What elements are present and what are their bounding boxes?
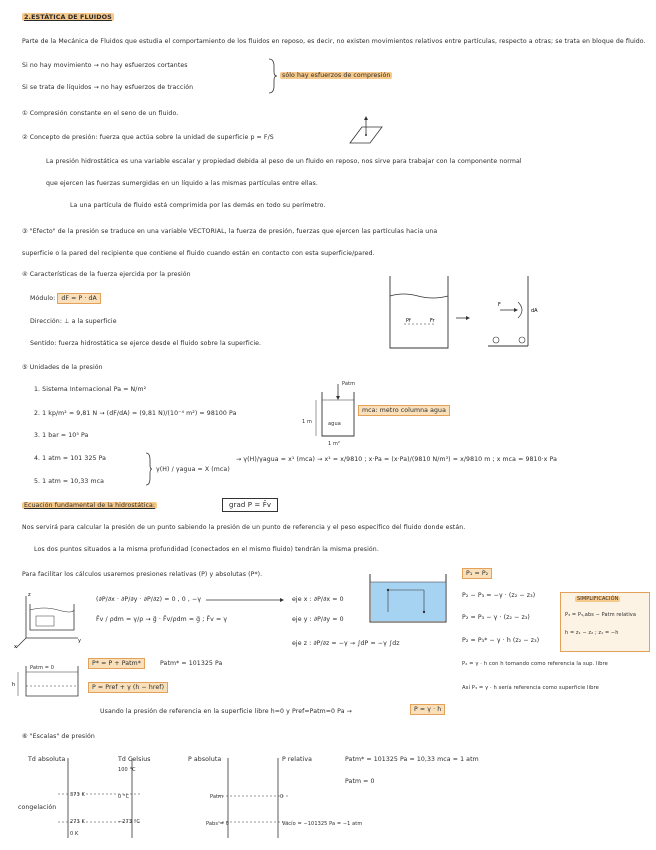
small-tank-patm: Patm = 0: [30, 665, 55, 671]
point-4: ④ Características de la fuerza ejercida por la presión: [22, 271, 191, 278]
point-5: ⑤ Unidades de la presión: [22, 364, 103, 371]
point-2-a: La presión hidrostática es una variable escalar y propiedad debida al peso de un fluido en reposo, nos sirve para trabajar con la componente normal: [46, 158, 522, 165]
escalas-figure: [20, 750, 656, 850]
unit-4: 4. 1 atm = 101 325 Pa: [34, 455, 107, 462]
svg-text:x: x: [14, 644, 17, 650]
td-celsius: Td Celsius: [118, 756, 151, 763]
intro-line-3: Si se trata de líquidos → no hay esfuerzos de tracción: [22, 84, 194, 91]
t-0k: 0 K: [70, 831, 79, 837]
result-6: Así P₃ = γ · h sería referencia como superficie libre: [462, 685, 599, 691]
result-2: P₂ − P₃ = −γ · (z₂ − z₃): [462, 592, 536, 599]
area-label: 1 m²: [328, 441, 341, 447]
svg-text:F: F: [498, 302, 501, 308]
patm-relative: Patm = 0: [345, 778, 375, 785]
point-1: ① Compresión constante en el seno de un fluido.: [22, 110, 179, 117]
svg-text:Pf: Pf: [406, 318, 411, 324]
page-title: 2.ESTÁTICA DE FLUIDOS: [24, 13, 112, 21]
t-373k: 373 K: [70, 792, 85, 798]
svg-text:z: z: [28, 592, 31, 598]
t-273k: 273 K: [70, 819, 85, 825]
intro-line-1: Parte de la Mecánica de Fluidos que estudia el comportamiento de los fluidos en reposo, es decir, no existen movimientos relativos entre partículas, respecto a otras; se trata en bloque de fluido.: [22, 38, 646, 45]
deriv-1: (∂P/∂x · ∂P/∂y · ∂P/∂z) = 0 , 0 , −γ: [96, 596, 202, 603]
point-3-b: superficie o la pared del recipiente que contiene el fluido cuando están en contacto con esta superficie/pared.: [22, 250, 375, 257]
unit-1: 1. Sistema Internacional Pa = N/m²: [34, 386, 147, 393]
agua-label: agua: [328, 421, 341, 427]
result-5: P₂ = γ · h con h tomando como referencia la sup. libre: [462, 661, 608, 667]
usando-box: P = γ · h: [410, 706, 445, 714]
box-2: P = Pref + γ (h − href): [88, 684, 168, 692]
p-relativa: P relativa: [282, 756, 313, 763]
congelacion: congelación: [18, 804, 57, 811]
pabs-zero: Pabs = 0: [206, 821, 229, 827]
ecuacion-line-1: Nos servirá para calcular la presión de un punto sabiendo la presión de un punto de referencia y el peso específico del fluido donde están.: [22, 524, 466, 531]
brace-icon: [268, 58, 278, 94]
blue-tank-figure: [366, 572, 450, 628]
td-absoluta: Td absoluta: [28, 756, 66, 763]
point-4-modulo: Módulo: dF = P · dA: [30, 295, 101, 303]
patm-value: Patm* = 101325 Pa = 10,33 mca = 1 atm: [345, 756, 479, 763]
pressure-force-figure: [388, 274, 558, 354]
arrow-icon: [206, 596, 286, 604]
brace-icon: [145, 452, 153, 486]
eq-y: eje y : ∂P/∂y = 0: [292, 616, 344, 623]
mca-label: mca: metro columna agua: [358, 407, 450, 415]
intro-line-2: Si no hay movimiento → no hay esfuerzos cortantes: [22, 62, 188, 69]
bracket-note: sólo hay esfuerzos de compresión: [282, 72, 391, 79]
svg-text:Fr: Fr: [430, 318, 435, 324]
deriv-2: F̄v / ρdm = γ/ρ → g⃗ · F̄v/ρdm = g⃗ ; F̄v = γ: [96, 616, 228, 623]
usando-line: Usando la presión de referencia en la superficie libre h=0 y Pref=Patm=0 Pa →: [100, 708, 352, 715]
t-100c: 100 °C: [118, 767, 136, 773]
svg-text:y: y: [78, 638, 81, 644]
unit-2: 2. 1 kp/m² ≈ 9,81 N → (dF/dA) = (9,81 N)/(10⁻⁴ m²) = 98100 Pa: [34, 410, 237, 417]
simplificacion-box: SIMPLIFICACIÓN P₃ = P₃,abs − Patm relativa h = z₁ − z₂ ; z₁ = −h: [560, 592, 650, 652]
point-2-c: La una partícula de fluido está comprimida por las demás en todo su perímetro.: [70, 202, 326, 209]
result-1: P₁ = P₂: [462, 570, 492, 578]
box-1-note: Patm* = 101325 Pa: [160, 660, 223, 667]
eq-x: eje x : ∂P/∂x = 0: [292, 596, 344, 603]
patm-label: Patm: [342, 381, 356, 387]
point-2-b: que ejercen las fuerzas sumergidas en un líquido a las mismas partículas entre ellas.: [46, 180, 318, 187]
unit-5: 5. 1 atm = 10,33 mca: [34, 478, 105, 485]
svg-text:h: h: [12, 682, 16, 688]
escalas-title: ⑥ "Escalas" de presión: [22, 733, 95, 740]
p-absoluta: P absoluta: [188, 756, 222, 763]
axes-tank-figure: [14, 590, 84, 650]
plane-force-figure: [342, 115, 384, 147]
point-3-a: ③ "Efecto" de la presión se traduce en una variable VECTORIAL, la fuerza de presión, fuerzas que ejercen las partículas hacia una: [22, 228, 438, 235]
point-4-direccion: Dirección: ⊥ a la superficie: [30, 318, 117, 325]
t-0c: 0 °C: [118, 794, 130, 800]
point-4-sentido: Sentido: fuerza hidrostática se ejerce desde el fluido sobre la superficie.: [30, 340, 262, 347]
eq-z: eje z : ∂P/∂z = −γ → ∫dP = −γ ∫dz: [292, 640, 400, 647]
svg-text:dA: dA: [531, 308, 538, 314]
box-1: P* = P + Patm*: [88, 660, 145, 668]
ecuacion-line-3: Para facilitar los cálculos usaremos presiones relativas (P) y absolutas (P*).: [22, 571, 263, 578]
vacio: Vacío = −101325 Pa = −1 atm: [282, 821, 363, 827]
height-label: 1 m: [302, 419, 312, 425]
point-2: ② Concepto de presión: fuerza que actúa sobre la unidad de superficie p = F/S: [22, 134, 274, 141]
ecuacion-formula: grad P = F̄v: [222, 498, 278, 512]
ecuacion-title: Ecuación fundamental de la hidrostática:: [24, 502, 156, 509]
result-4: P₂ = P₃* − γ · h (z₂ − z₃): [462, 637, 540, 644]
unit-chain: → γ(H)/γagua = x¹ (mca) → x¹ = x/9810 ; x·Pa = (x·Pa)/(9810 N/m³) = x/9810 m ; x mca = 9810·x Pa: [236, 456, 557, 463]
patm-abs: Patm: [210, 794, 224, 800]
unit-3: 3. 1 bar = 10⁵ Pa: [34, 432, 89, 439]
result-3: P₂ = P₃ − γ · (z₂ − z₃): [462, 614, 530, 621]
ecuacion-line-2: Los dos puntos situados a la misma profundidad (conectados en el mismo fluido) tendrán la misma presión.: [34, 546, 379, 553]
t-neg273: −273 °C: [118, 819, 141, 825]
unit-brace-formula: γ(H) / γagua = X (mca): [156, 466, 230, 473]
zero-rel: 0: [280, 794, 284, 800]
